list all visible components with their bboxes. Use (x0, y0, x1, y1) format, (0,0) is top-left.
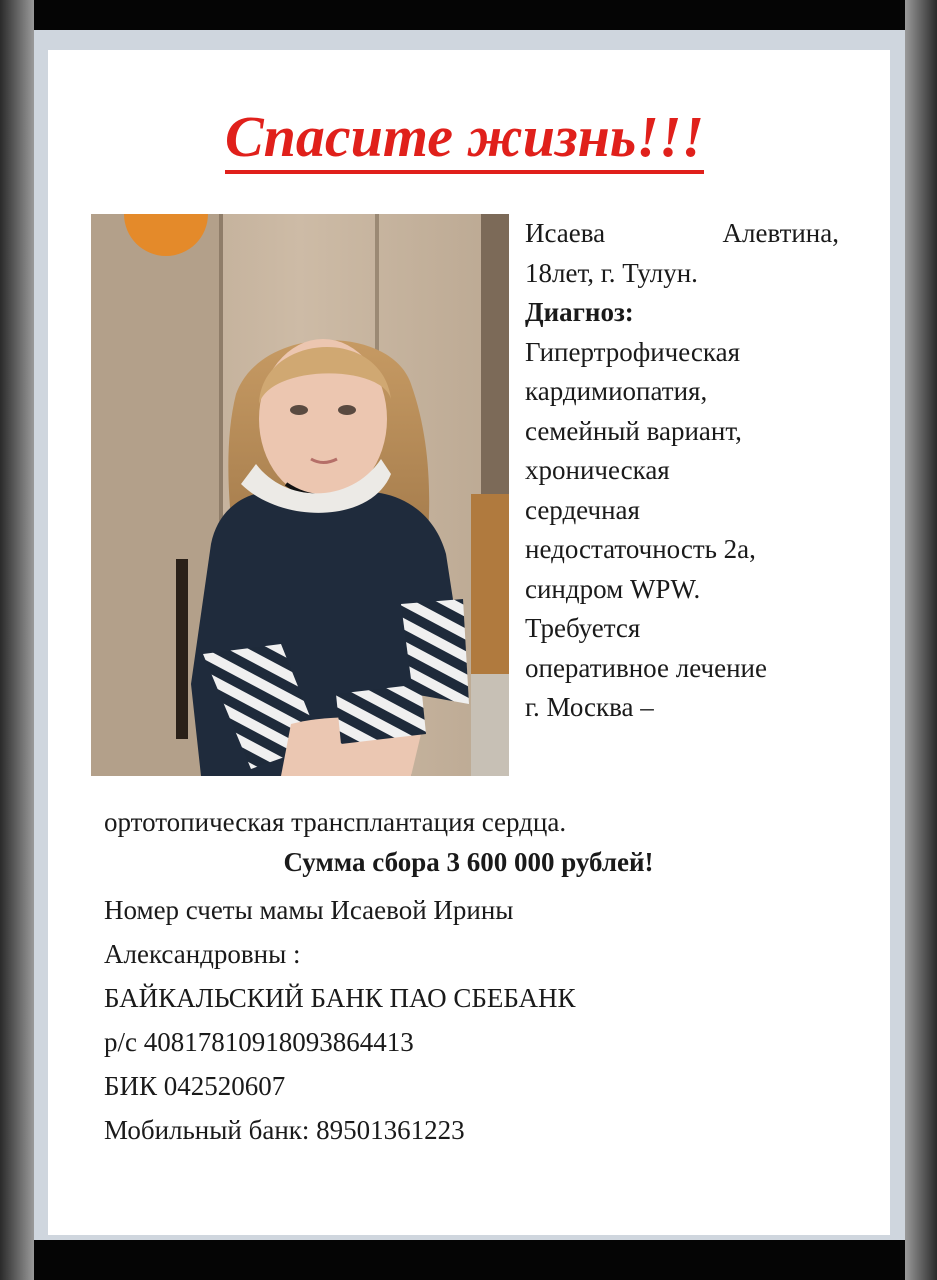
diagnosis-line: оперативное лечение (525, 652, 767, 683)
treatment-line: ортотопическая трансплантация сердца. (104, 807, 567, 837)
left-border (0, 0, 34, 1280)
diagnosis-line: синдром WPW. (525, 573, 701, 604)
diagnosis-line: хроническая (525, 455, 670, 485)
right-border (905, 0, 937, 1280)
diagnosis-line: г. Москва – (525, 692, 654, 722)
patient-name-first: Исаева (525, 218, 606, 248)
top-bar (34, 0, 905, 30)
patient-name-second: Алевтина, (722, 218, 839, 248)
poster-title (0, 104, 937, 174)
bottom-bar (34, 1240, 905, 1280)
bank-name: БАЙКАЛЬСКИЙ БАНК ПАО СБЕБАНК (104, 983, 576, 1013)
patient-name (525, 214, 839, 254)
diagnosis-line: Гипертрофическая (525, 336, 741, 367)
account-owner-line-1: Номер счеты мамы Исаевой Ирины (104, 895, 514, 925)
patient-info (525, 214, 845, 728)
diagnosis-label: Диагноз: (525, 297, 634, 327)
account-owner-line-2: Александровны : (104, 939, 301, 969)
diagnosis-line: семейный вариант, (525, 415, 742, 446)
diagnosis-line: недостаточность 2а, (525, 534, 756, 564)
bik-code: БИК 042520607 (104, 1071, 286, 1101)
patient-photo (91, 214, 509, 776)
diagnosis-line: сердечная (525, 494, 640, 525)
diagnosis-line: Требуется (525, 613, 641, 643)
fundraising-amount: Сумма сбора 3 600 000 рублей! (283, 847, 654, 877)
patient-age-city: 18лет, г. Тулун. (525, 257, 698, 288)
poster-title-text: Спасите жизнь!!! (225, 108, 704, 174)
mobile-bank: Мобильный банк: 89501361223 (104, 1115, 465, 1145)
diagnosis-line: кардимиопатия, (525, 376, 708, 406)
account-number: р/с 40817810918093864413 (104, 1027, 414, 1057)
